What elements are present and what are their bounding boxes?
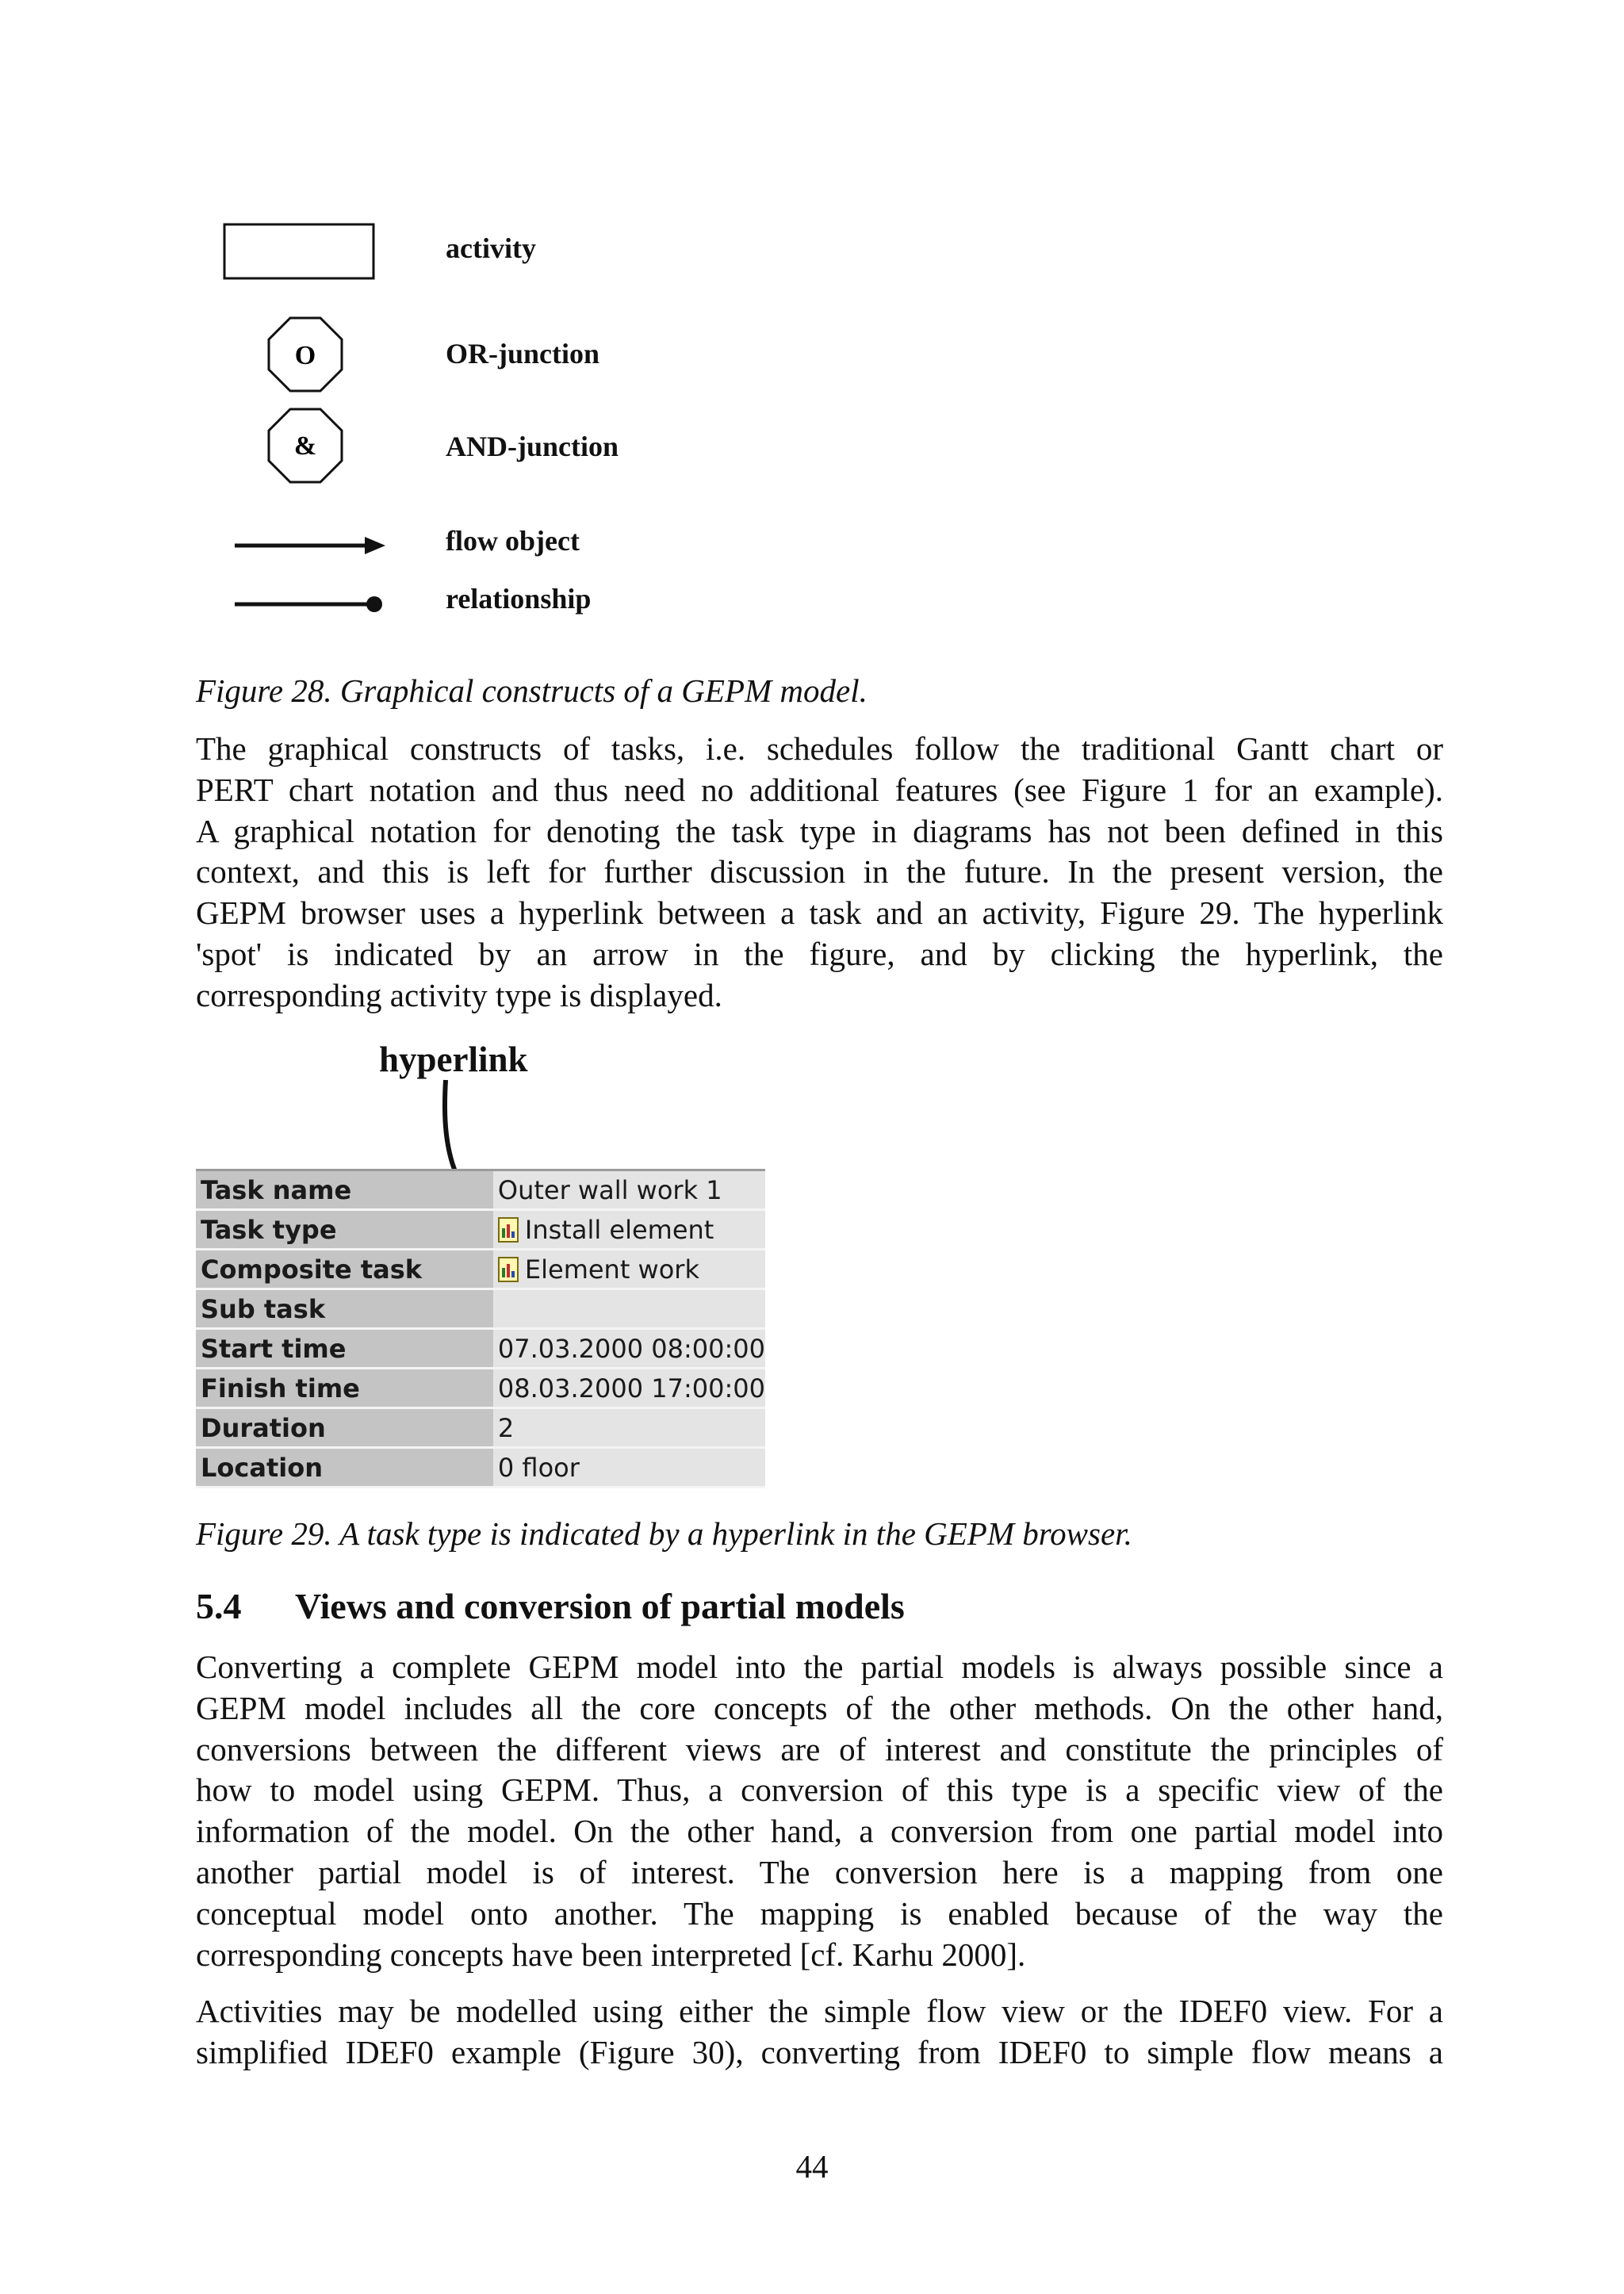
legend-label-and-junction: AND-junction (446, 431, 619, 462)
paragraph-line: conceptual model onto another. The mapping is enabled because of the way the (196, 1894, 1443, 1932)
table-row (196, 1210, 765, 1250)
paragraph-line: corresponding concepts have been interpreted [cf. Karhu 2000]. (196, 1936, 1026, 1973)
paragraph-line: context, and this is left for further discussion in the future. In the present version, the (196, 853, 1443, 890)
relationship-dot-icon (233, 590, 389, 618)
task-type-icon (498, 1257, 522, 1282)
figure-29-caption: Figure 29. A task type is indicated by a hyperlink in the GEPM browser. (196, 1515, 1132, 1552)
paragraph-line: Activities may be modelled using either the simple flow view or the IDEF0 view. For a (196, 1993, 1443, 2029)
paragraph-2 (196, 1647, 1443, 1975)
figure-28-caption: Figure 28. Graphical constructs of a GEPM model. (196, 672, 868, 709)
task-type-icon (498, 1217, 522, 1243)
paragraph-line: GEPM model includes all the core concepts of the other methods. On the other hand, (196, 1689, 1443, 1726)
row-value: Outer wall work 1 (493, 1170, 765, 1210)
row-key: Composite task (196, 1250, 493, 1289)
section-title: Views and conversion of partial models (295, 1586, 905, 1626)
table-row (196, 1448, 765, 1488)
row-value: 0 floor (493, 1448, 765, 1488)
paragraph-line: Converting a complete GEPM model into the partial models is always possible since a (196, 1649, 1443, 1685)
row-key: Task name (196, 1170, 493, 1210)
task-type-hyperlink[interactable] (493, 1210, 765, 1250)
paragraph-line: information of the model. On the other hand, a conversion from one partial model into (196, 1813, 1443, 1850)
paragraph-line: PERT chart notation and thus need no additional features (see Figure 1 for an example). (196, 771, 1443, 808)
paragraph-3 (196, 1991, 1443, 2074)
table-row (196, 1369, 765, 1408)
table-row (196, 1289, 765, 1329)
or-junction-icon (266, 316, 344, 393)
row-value: 2 (493, 1408, 765, 1448)
row-key: Start time (196, 1329, 493, 1369)
row-value: 08.03.2000 17:00:00 (493, 1369, 765, 1408)
row-key: Location (196, 1448, 493, 1488)
table-row (196, 1170, 765, 1210)
composite-task-hyperlink[interactable] (493, 1250, 765, 1289)
task-type-link-text[interactable]: Install element (524, 1214, 714, 1245)
row-value: 07.03.2000 08:00:00 (493, 1329, 765, 1369)
legend-label-or-junction: OR-junction (446, 338, 600, 370)
table-row (196, 1408, 765, 1448)
paragraph-1 (196, 729, 1443, 1017)
row-key: Finish time (196, 1369, 493, 1408)
legend-label-activity: activity (446, 232, 536, 264)
and-junction-symbol: & (293, 431, 317, 461)
gepm-browser-table (196, 1169, 765, 1488)
section-heading (196, 1584, 905, 1629)
or-junction-symbol: O (294, 341, 316, 370)
page-number: 44 (795, 2148, 829, 2185)
paragraph-line: GEPM browser uses a hyperlink between a task and an activity, Figure 29. The hyperlink (196, 894, 1443, 932)
paragraph-line: corresponding activity type is displayed. (196, 976, 722, 1013)
hyperlink-annotation: hyperlink (379, 1040, 528, 1079)
row-key: Task type (196, 1210, 493, 1250)
legend-label-flow-object: flow object (446, 525, 580, 557)
flow-object-arrow-icon (233, 531, 389, 560)
row-key: Duration (196, 1408, 493, 1448)
and-junction-icon (266, 407, 344, 484)
activity-box-icon (222, 222, 377, 282)
paragraph-line: how to model using GEPM. Thus, a conversion of this type is a specific view of the (196, 1771, 1443, 1809)
table-row (196, 1250, 765, 1289)
row-value (493, 1289, 765, 1329)
row-key: Sub task (196, 1289, 493, 1329)
paragraph-line: simplified IDEF0 example (Figure 30), converting from IDEF0 to simple flow means a (196, 2033, 1443, 2070)
paragraph-line: A graphical notation for denoting the task type in diagrams has not been defined in this (196, 812, 1443, 849)
legend-label-relationship: relationship (446, 583, 592, 615)
paragraph-line: 'spot' is indicated by an arrow in the figure, and by clicking the hyperlink, the (196, 935, 1443, 972)
table-row (196, 1329, 765, 1369)
composite-task-link-text[interactable]: Element work (524, 1254, 699, 1285)
paragraph-line: another partial model is of interest. The conversion here is a mapping from one (196, 1853, 1443, 1890)
paragraph-line: The graphical constructs of tasks, i.e. schedules follow the traditional Gantt chart or (196, 730, 1443, 767)
paragraph-line: conversions between the different views are of interest and constitute the principles of (196, 1730, 1443, 1767)
section-number: 5.4 (196, 1586, 242, 1626)
